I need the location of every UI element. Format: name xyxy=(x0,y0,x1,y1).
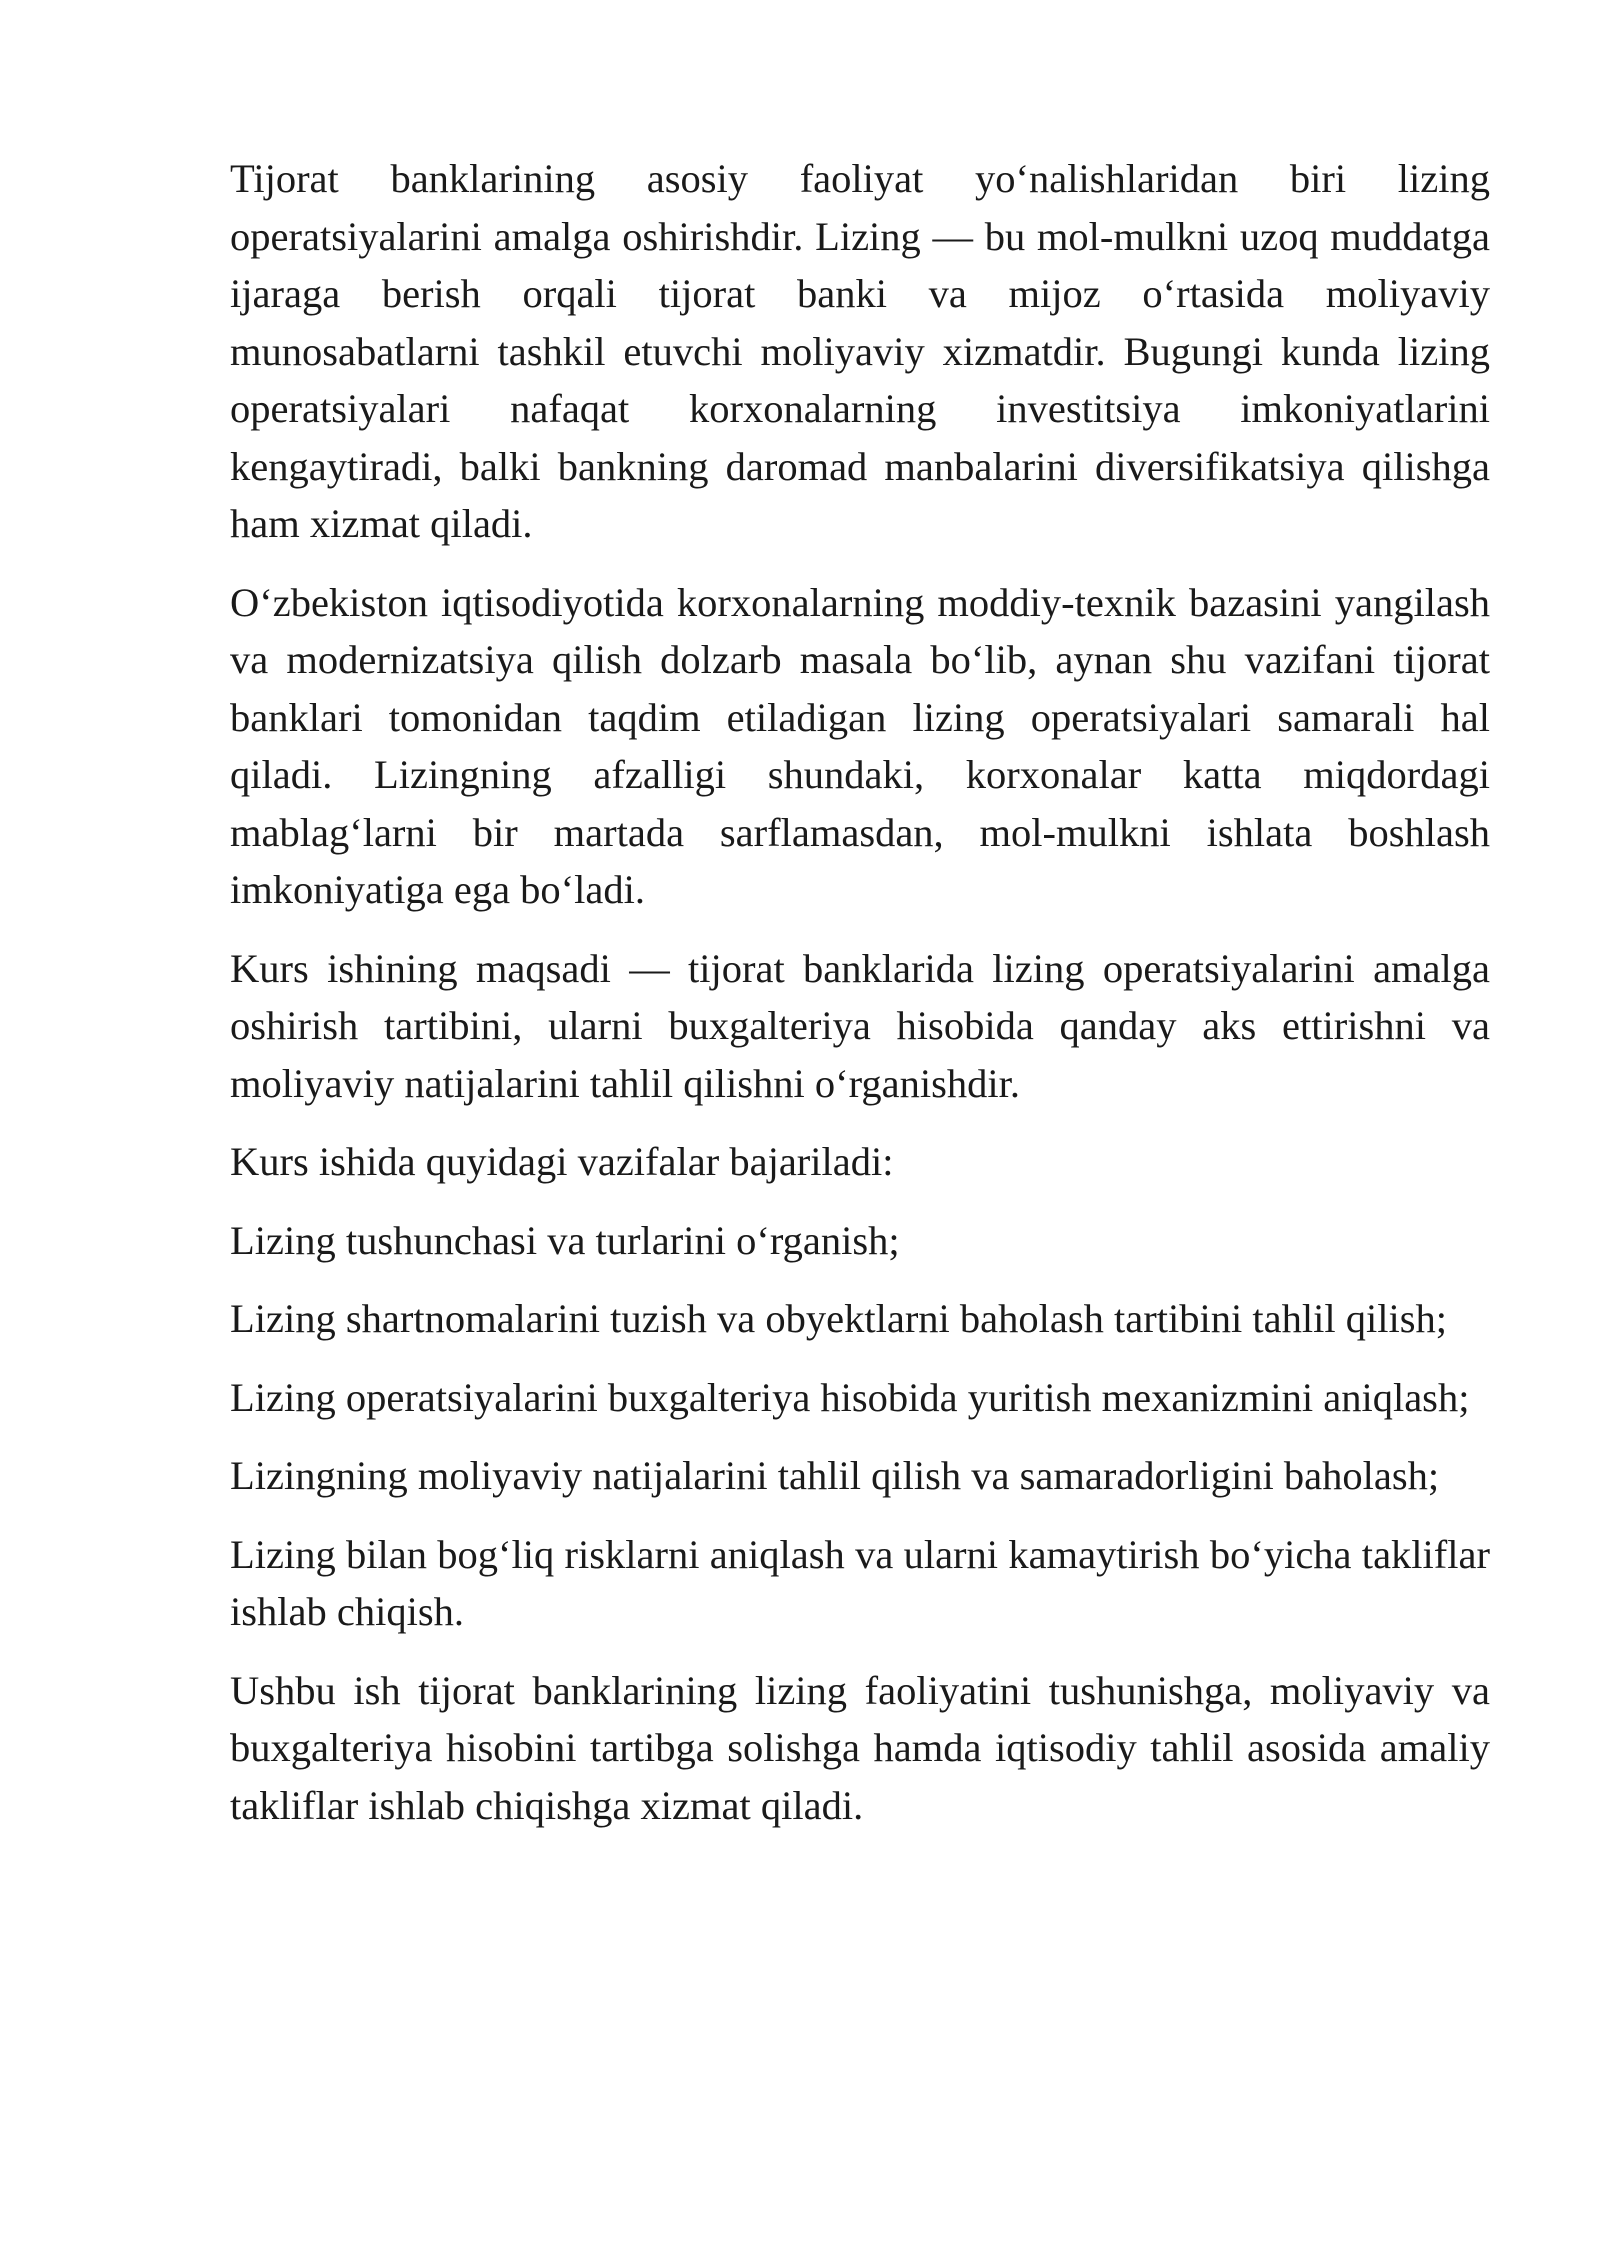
task-item: Lizing operatsiyalarini buxgalteriya hisobida yuritish mexanizmini aniqlash; xyxy=(230,1374,1470,1420)
tasks-heading: Kurs ishida quyidagi vazifalar bajariladi: xyxy=(230,1139,894,1184)
closing-paragraph: Ushbu ish tijorat banklarining lizing faoliyatini tushunishga, moliyaviy va buxgalteriya hisobini tartibga solishga hamda iqtisodiy tahlil asosida amaliy takliflar ishlab chiqishga xizmat qiladi. xyxy=(230,1667,1490,1828)
goal-paragraph: Kurs ishining maqsadi — tijorat banklarida lizing operatsiyalarini amalga oshirish tartibini, ularni buxgalteriya hisobida qanday aks ettirishni va moliyaviy natijalarini tahlil qilishni o‘rganishdir. xyxy=(230,945,1490,1106)
task-item: Lizing bilan bog‘liq risklarni aniqlash va ularni kamaytirish bo‘yicha takliflar ishlab chiqish. xyxy=(230,1531,1490,1634)
task-item: Lizing shartnomalarini tuzish va obyektlarni baholash tartibini tahlil qilish; xyxy=(230,1296,1447,1341)
intro-paragraph: Tijorat banklarining asosiy faoliyat yo‘nalishlaridan biri lizing operatsiyalarini amalga oshirishdir. Lizing — bu mol-mulkni uzoq muddatga ijaraga berish orqali tijorat banki va mijoz o‘rtasida moliyaviy munosabatlarni tashkil etuvchi moliyaviy xizmatdir. Bugungi kunda lizing operatsiyalari nafaqat korxonalarning investitsiya imkoniyatlarini kengaytiradi, balki bankning daromad manbalarini diversifikatsiya qilishga ham xizmat qiladi. xyxy=(230,156,1490,546)
context-paragraph: O‘zbekiston iqtisodiyotida korxonalarning moddiy-texnik bazasini yangilash va modernizatsiya qilish dolzarb masala bo‘lib, aynan shu vazifani tijorat banklari tomonidan taqdim etiladigan lizing operatsiyalari samarali hal qiladi. Lizingning afzalligi shundaki, korxonalar katta miqdordagi mablag‘larni bir martada sarflamasdan, mol-mulkni ishlata boshlash imkoniyatiga ega bo‘ladi. xyxy=(230,579,1490,912)
document-body xyxy=(230,150,1490,1855)
task-item: Lizingning moliyaviy natijalarini tahlil qilish va samaradorligini baholash; xyxy=(230,1453,1440,1498)
task-item: Lizing tushunchasi va turlarini o‘rganish; xyxy=(230,1217,900,1263)
